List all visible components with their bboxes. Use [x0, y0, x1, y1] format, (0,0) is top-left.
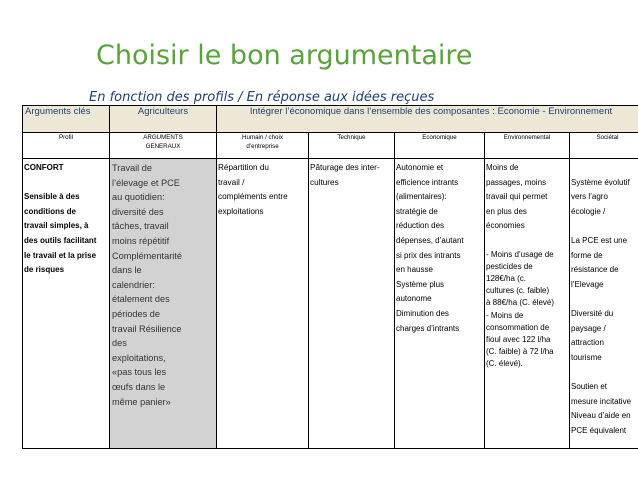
cell-line: Moins de [486, 163, 519, 172]
subheader-societal: Sociétal [570, 133, 638, 159]
table-subheader-row [23, 133, 638, 159]
cell-line: économies [486, 221, 525, 231]
cell-line: Travail de [112, 163, 152, 173]
page-subtitle: En fonction des profils / En réponse aux idées reçues [89, 90, 435, 105]
cell-line: efficience intrants [396, 177, 459, 187]
cell-line: pesticides de [486, 261, 533, 271]
cell-environnemental [485, 159, 570, 449]
cell-line: cultures [310, 177, 339, 187]
cell-line: étalement des [112, 294, 170, 305]
cell-line: Diminution des [396, 308, 449, 318]
cell-line: tâches, travail [112, 221, 169, 232]
cell-line: périodes de [112, 308, 161, 319]
cell-line: mesure incitative [571, 396, 632, 406]
cell-line: forme de [571, 250, 603, 260]
cell-line: charges d’intrants [396, 323, 460, 333]
page-title: Choisir le bon argumentaire [96, 40, 473, 71]
header-arguments-cles: Arguments clés [23, 106, 110, 133]
cell-line: exploitations, [112, 352, 166, 363]
cell-line: écologie / [571, 206, 606, 216]
cell-line: (C. élevé). [486, 359, 523, 369]
cell-line: (C. faible) à 72 l/ha [486, 347, 554, 357]
cell-line: tourisme [571, 352, 602, 362]
subheader-profil: Profil [23, 133, 110, 159]
cell-line: dépenses, d’autant [396, 235, 464, 245]
cell-line: Autonomie et [396, 163, 444, 172]
cell-line: travail simples, à [24, 221, 89, 231]
cell-line: PCE équivalent [571, 425, 627, 435]
cell-line: Niveau d’aide en [571, 411, 631, 421]
cell-line: stratégie de [396, 206, 438, 216]
cell-line: Répartition du [218, 163, 269, 172]
cell-line: le travail et la prise [24, 250, 97, 260]
cell-line: travail Résilience [112, 323, 182, 334]
cell-line: travail qui permet [486, 192, 548, 202]
cell-line: - Moins de [486, 310, 524, 320]
cell-line: de risques [24, 265, 65, 275]
cell-line: passages, moins [486, 177, 547, 187]
cell-line: Système plus [396, 279, 445, 289]
cell-line: moins répétitif [112, 235, 170, 246]
cell-line: fioul avec 122 l/ha [486, 334, 551, 344]
subheader-technique: Technique [309, 133, 395, 159]
cell-line: résistance de [571, 265, 619, 275]
cell-line: paysage / [571, 323, 606, 333]
cell-line: dans le [112, 265, 142, 276]
cell-line: à 88€/ha (C. élevé) [486, 298, 555, 308]
cell-line: l’élevage et PCE [112, 177, 180, 188]
cell-line: - Moins d’usage de [486, 249, 554, 259]
cell-humain [217, 159, 309, 449]
cell-economique [395, 159, 485, 449]
table-row-confort [23, 159, 638, 449]
cell-line: La PCE est une [571, 235, 628, 245]
header-agriculteurs: Agriculteurs [110, 106, 217, 133]
cell-line: même panier» [112, 396, 171, 407]
cell-profil [23, 159, 110, 449]
cell-line: Pâturage des inter- [310, 163, 380, 172]
cell-line: attraction [571, 338, 604, 348]
cell-line: vers l’agro [571, 192, 608, 202]
cell-line: consommation de [486, 322, 550, 332]
cell-line: Soutien et [571, 381, 608, 391]
cell-line: conditions de [24, 206, 76, 216]
cell-line: réduction des [396, 221, 445, 231]
subheader-humain: Humain / choix d’entreprise [217, 133, 309, 159]
header-integrer: Intégrer l’économique dans l’ensemble des composantes : Economie - Environnement [217, 106, 638, 133]
cell-line: Diversité du [571, 308, 614, 318]
cell-line: si prix des intrants [396, 250, 461, 260]
cell-line: des outils facilitant [24, 235, 97, 245]
subheader-arguments: ARGUMENTS GENERAUX [110, 133, 217, 159]
subheader-environnemental: Environnemental [485, 133, 570, 159]
table-header-row [23, 106, 638, 133]
cell-line: (alimentaires): [396, 192, 447, 202]
cell-technique [309, 159, 395, 449]
cell-line: travail / [218, 177, 245, 187]
argument-table [22, 105, 638, 449]
cell-line: en hausse [396, 265, 433, 275]
cell-line: œufs dans le [112, 381, 166, 392]
cell-line: 128€/ha (c. [486, 273, 527, 283]
cell-line: «pas tous les [112, 367, 167, 378]
cell-line: en plus des [486, 206, 527, 216]
cell-societal [570, 159, 638, 449]
cell-line: cultures (c. faible) [486, 286, 550, 296]
subheader-economique: Economique [395, 133, 485, 159]
cell-line: Système évolutif [571, 177, 630, 187]
cell-line: Sensible à des [24, 192, 80, 202]
cell-arguments [110, 159, 217, 449]
cell-line: autonome [396, 294, 432, 304]
cell-line: diversité des [112, 206, 164, 217]
cell-line: au quotidien: [112, 192, 165, 203]
cell-line: exploitations [218, 206, 264, 216]
cell-line: compléments entre [218, 192, 288, 202]
cell-line: Complémentarité [112, 250, 182, 261]
cell-line: l’Elevage [571, 279, 604, 289]
cell-line: des [112, 338, 127, 349]
profil-title: CONFORT [24, 163, 64, 172]
cell-line: calendrier: [112, 279, 155, 290]
